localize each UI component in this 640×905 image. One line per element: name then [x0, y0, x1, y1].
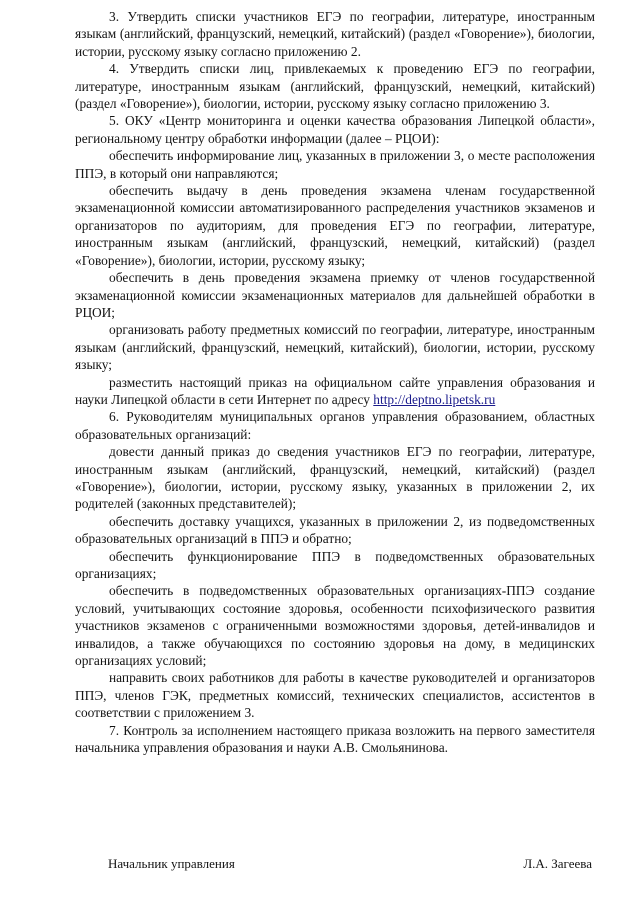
signature-block	[108, 855, 592, 872]
paragraph-functioning: обеспечить функционирование ППЭ в подведомственных образовательных организациях;	[75, 548, 595, 581]
paragraph-commissions: организовать работу предметных комиссий по географии, литературе, иностранным языкам (английский, французский, немецкий, китайский), биологии, истории, русскому языку;	[75, 322, 595, 373]
paragraph-inform-participants: довести данный приказ до сведения участников ЕГЭ по географии, литературе, иностранным языкам (английский, французский, немецкий, китайский) (раздел «Говорение»), биологии, истории, русскому языку, указанных в приложении 2, их родителей (законных представителей);	[75, 444, 595, 512]
paragraph-item-6: 6. Руководителям муниципальных органов управления образованием, областных образовательных организаций:	[75, 409, 595, 442]
paragraph-distribution: обеспечить выдачу в день проведения экзамена членам государственной экзаменационной комиссии автоматизированного распределения участников экзаменов и организаторов по аудиториям, для проведения ЕГЭ по географии, литературе, иностранным языкам (английский, французский, немецкий, китайский) (раздел «Говорение»), биологии, истории, русскому языку;	[75, 183, 595, 268]
paragraph-publish	[75, 374, 595, 409]
order-text	[75, 8, 595, 756]
paragraph-item-4: 4. Утвердить списки лиц, привлекаемых к проведению ЕГЭ по географии, литературе, иностранным языкам (английский, французский, немецкий, китайский) (раздел «Говорение»), биологии, истории, русскому языку согласно приложению 3.	[75, 61, 595, 112]
paragraph-conditions: обеспечить в подведомственных образовательных организациях-ППЭ создание условий, учитывающих состояние здоровья, особенности психофизического развития участников экзаменов с ограниченными возможностями здоровья, детей-инвалидов и инвалидов, а также обучающихся по состоянию здоровья на дому, в медицинских организациях условий;	[75, 583, 595, 669]
paragraph-item-3: 3. Утвердить списки участников ЕГЭ по географии, литературе, иностранным языкам (английский, французский, немецкий, китайский) (раздел «Говорение»), биологии, истории, русскому языку согласно приложению 2.	[75, 9, 595, 59]
publish-text: разместить настоящий приказ на официальном сайте управления образования и науки Липецкой области в сети Интернет по адресу	[75, 374, 595, 407]
paragraph-item-5: 5. ОКУ «Центр мониторинга и оценки качества образования Липецкой области», региональному центру обработки информации (далее – РЦОИ):	[75, 113, 595, 146]
website-link[interactable]: http://deptno.lipetsk.ru	[373, 391, 496, 407]
paragraph-delivery: обеспечить доставку учащихся, указанных в приложении 2, из подведомственных образовательных организаций в ППЭ и обратно;	[75, 513, 595, 547]
paragraph-acceptance: обеспечить в день проведения экзамена приемку от членов государственной экзаменационной комиссии экзаменационных материалов для дальнейшей обработки в РЦОИ;	[75, 270, 595, 320]
paragraph-item-7: 7. Контроль за исполнением настоящего приказа возложить на первого заместителя начальника управления образования и науки А.В. Смольянинова.	[75, 722, 595, 756]
signatory-name: Л.А. Загеева	[523, 856, 592, 871]
paragraph-staff: направить своих работников для работы в качестве руководителей и организаторов ППЭ, членов ГЭК, предметных комиссий, технических специалистов, ассистентов в соответствии с приложением 3.	[75, 670, 595, 721]
paragraph-inform: обеспечить информирование лиц, указанных в приложении 3, о месте расположения ППЭ, в который они направляются;	[75, 148, 595, 181]
signatory-position: Начальник управления	[108, 856, 235, 871]
